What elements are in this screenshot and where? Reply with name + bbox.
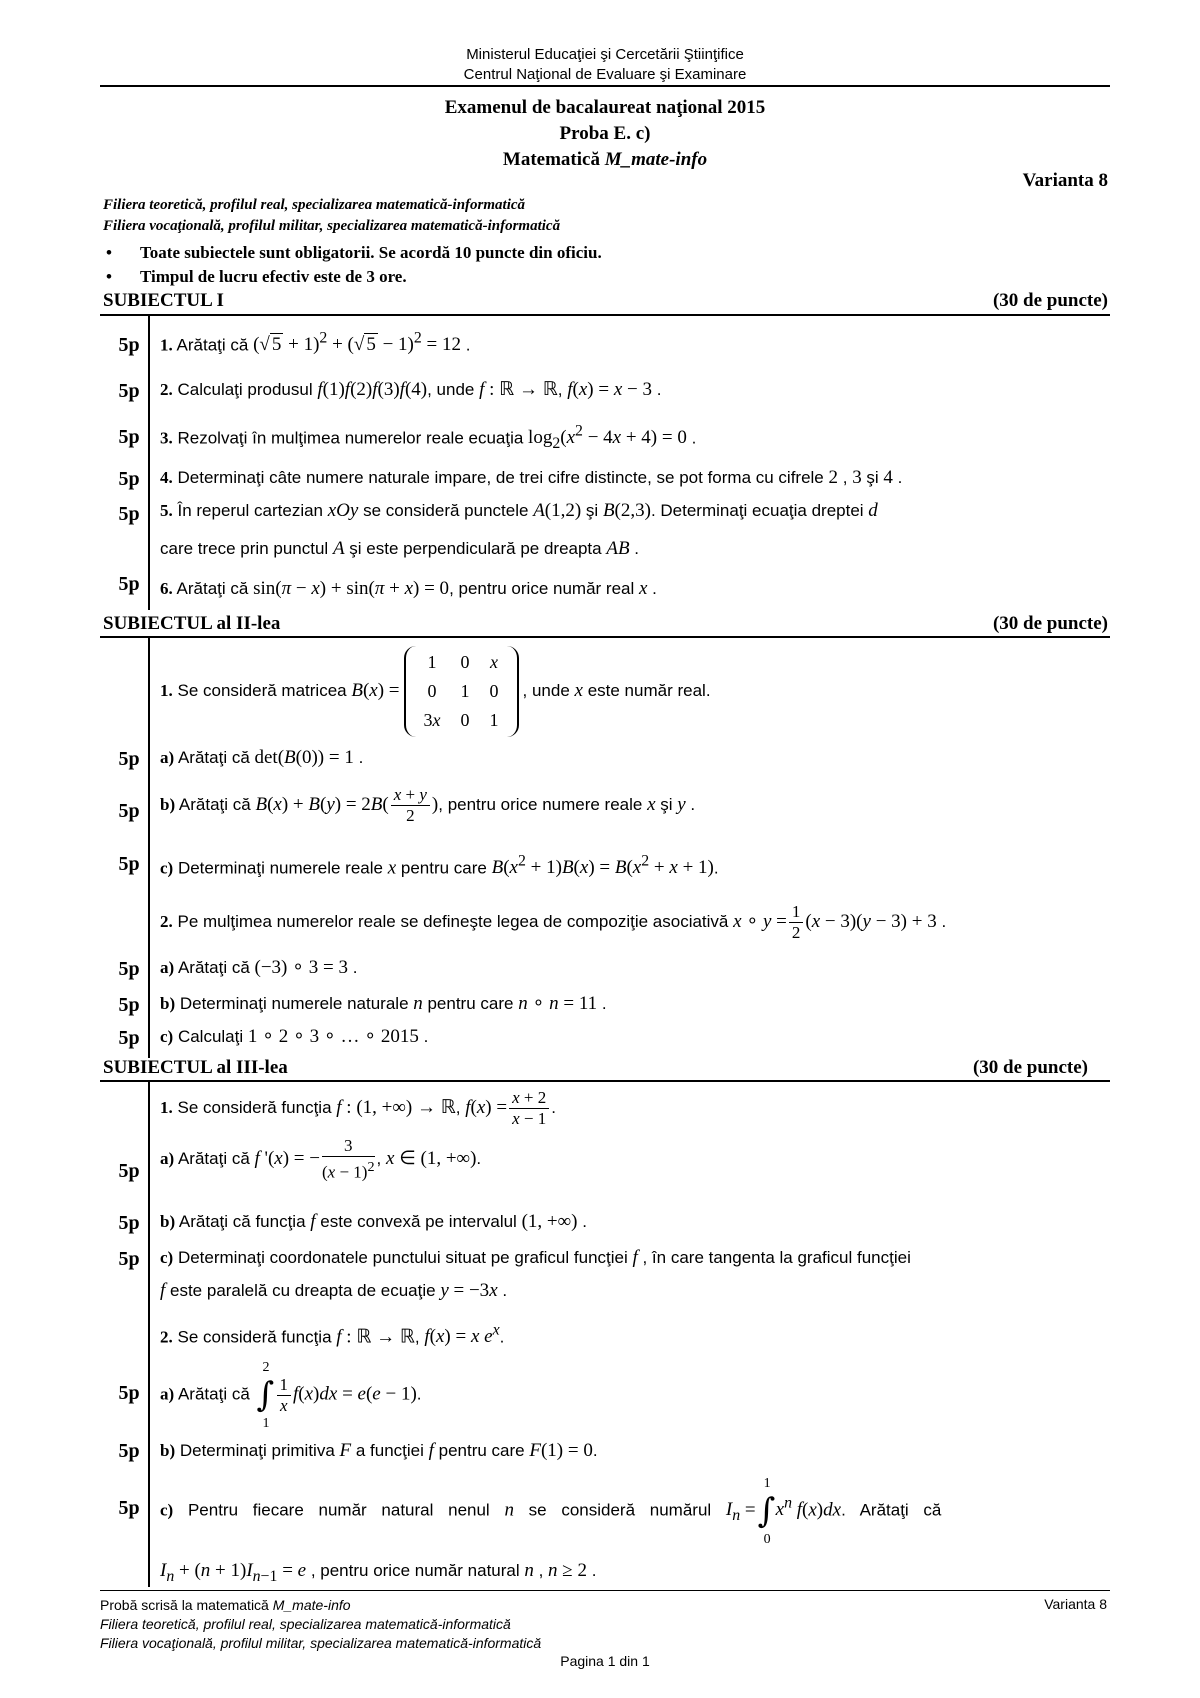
ministry-name: Ministerul Educaţiei şi Cercetării Ştiinţifice xyxy=(466,46,744,63)
header-rule xyxy=(100,85,1110,87)
filiera-vocationala: Filiera vocaţională, profilul militar, specializarea matematică-informatică xyxy=(103,218,561,234)
s3-2a: a) Arătaţi că ∫ 2 1 $\frac{1}{x}$ f(x)dx = e(e − 1). xyxy=(160,1360,422,1431)
section-rule xyxy=(100,636,1110,638)
item-column-border xyxy=(148,1082,150,1587)
points-badge: 5p xyxy=(118,1440,140,1462)
points-badge: 5p xyxy=(118,334,140,356)
section-points-2: (30 de puncte) xyxy=(992,613,1108,634)
s2-2c: c) Calculaţi 1 ∘ 2 ∘ 3 ∘ … ∘ 2015 . xyxy=(160,1026,429,1047)
points-badge: 5p xyxy=(118,1248,140,1270)
points-badge: 5p xyxy=(118,853,140,875)
section-points-1: (30 de puncte) xyxy=(992,290,1108,311)
footer-variant: Varianta 8 xyxy=(1044,1596,1107,1612)
page-number: Pagina 1 din 1 xyxy=(560,1653,650,1669)
points-badge: 5p xyxy=(118,800,140,822)
points-badge: 5p xyxy=(118,1382,140,1404)
s2-problem-1: 1. Se consideră matricea B(x) = 1 0 x 0 1 0 3x 0 1 , unde x este număr real. xyxy=(160,646,711,737)
s3-problem-1: 1. Se consideră funcţia f : (1, +∞) → ℝ, f(x) = $\frac{x + 2}{x - 1}$ . xyxy=(160,1088,556,1128)
s2-2b: b) Determinaţi numerele naturale n pentru care n ∘ n = 11 . xyxy=(160,993,607,1014)
section-title-1: SUBIECTUL I xyxy=(103,290,224,311)
item-column-border xyxy=(148,638,150,1058)
s1-item-2: 2. Calculaţi produsul f(1)f(2)f(3)f(4), unde f : ℝ → ℝ, f(x) = x − 3 . xyxy=(160,379,662,400)
section-rule xyxy=(100,1080,1110,1082)
footer-line-2: Filiera teoretică, profilul real, specializarea matematică-informatică xyxy=(100,1616,511,1632)
points-badge: 5p xyxy=(118,426,140,448)
s1-item-4: 4. Determinaţi câte numere naturale impare, de trei cifre distincte, se pot forma cu cifrele 2 , 3 şi 4 . xyxy=(160,467,903,488)
s1-item-1: 1. Arătaţi că (√ 5 + 1)$^2$ + (√ 5 − 1)$^2$ = 12 . xyxy=(160,330,471,356)
s3-1c: c) Determinaţi coordonatele punctului situat pe graficul funcţiei f , în care tangenta la graficul funcţiei xyxy=(160,1247,911,1268)
filiera-teoretica: Filiera teoretică, profilul real, specializarea matematică-informatică xyxy=(103,197,526,213)
s2-1b: b) Arătaţi că B(x) + B(y) = 2B( $\frac{x + y}{2}$ ), pentru orice numere reale x şi y . xyxy=(160,785,696,825)
s3-2b: b) Determinaţi primitiva F a funcţiei f pentru care F(1) = 0. xyxy=(160,1440,598,1461)
section-rule xyxy=(100,314,1110,316)
s1-item-6: 6. Arătaţi că sin(π − x) + sin(π + x) = 0, pentru orice număr real x . xyxy=(160,578,657,599)
footer-rule xyxy=(100,1590,1110,1591)
points-badge: 5p xyxy=(118,1160,140,1182)
points-badge: 5p xyxy=(118,503,140,525)
item-column-border xyxy=(148,316,150,610)
points-badge: 5p xyxy=(118,380,140,402)
footer-line-1: Probă scrisă la matematică M_mate-info xyxy=(100,1597,351,1613)
rule-item: • Timpul de lucru efectiv este de 3 ore. xyxy=(106,267,407,286)
points-badge: 5p xyxy=(118,1027,140,1049)
points-badge: 5p xyxy=(118,468,140,490)
points-badge: 5p xyxy=(118,958,140,980)
exam-probe: Proba E. c) xyxy=(559,123,651,144)
s3-2c: c) Pentru fiecare număr natural nenul n se consideră numărul $I_n$ = ∫ 1 0 $x^n$ f(x)dx. Arătaţi că xyxy=(160,1476,942,1547)
s2-1a: a) Arătaţi că det(B(0)) = 1 . xyxy=(160,747,364,768)
section-title-2: SUBIECTUL al II-lea xyxy=(103,613,281,634)
s2-2a: a) Arătaţi că (−3) ∘ 3 = 3 . xyxy=(160,957,358,978)
exam-title: Examenul de bacalaureat naţional 2015 xyxy=(444,97,766,118)
footer-line-3: Filiera vocaţională, profilul militar, specializarea matematică-informatică xyxy=(100,1635,542,1651)
s3-1b: b) Arătaţi că funcţia f este convexă pe intervalul (1, +∞) . xyxy=(160,1211,587,1232)
section-points-3: (30 de puncte) xyxy=(972,1057,1088,1078)
points-badge: 5p xyxy=(118,994,140,1016)
points-badge: 5p xyxy=(118,748,140,770)
matrix-b: 1 0 x 0 1 0 3x 0 1 xyxy=(404,646,519,737)
s3-1c-continued: f este paralelă cu dreapta de ecuaţie y = −3x . xyxy=(160,1280,508,1301)
s3-1a: a) Arătaţi că f '(x) = − $\frac{3}{(x - 1)^2}$ , x ∈ (1, +∞). xyxy=(160,1136,482,1182)
s1-item-5: 5. În reperul cartezian xOy se consideră punctele A(1,2) şi B(2,3). Determinaţi ecuaţia dreptei d xyxy=(160,500,878,521)
s3-2c-continued: $I_n + (n + 1)I_{n-1} = e$ , pentru orice număr natural n , n ≥ 2 . xyxy=(160,1560,597,1585)
points-badge: 5p xyxy=(118,573,140,595)
s2-problem-2: 2. Pe mulţimea numerelor reale se defineşte legea de compoziţie asociativă x ∘ y = $\frac{1}{2}$ (x − 3)(y − 3) + 3 . xyxy=(160,902,947,942)
section-title-3: SUBIECTUL al III-lea xyxy=(103,1057,288,1078)
s1-item-5-continued: care trece prin punctul A şi este perpendiculară pe dreapta AB . xyxy=(160,538,640,559)
rule-item: • Toate subiectele sunt obligatorii. Se acordă 10 puncte din oficiu. xyxy=(106,243,602,262)
s2-1c: c) Determinaţi numerele reale x pentru care $B(x^2 + 1)B(x) = B(x^2 + x + 1)$. xyxy=(160,853,719,879)
exam-subject: Matematică M_mate-info xyxy=(502,149,708,170)
points-badge: 5p xyxy=(118,1212,140,1234)
s3-problem-2: 2. Se consideră funcţia f : ℝ → ℝ, f(x) = x $e^x$. xyxy=(160,1322,505,1348)
points-badge: 5p xyxy=(118,1497,140,1519)
evaluation-center: Centrul Naţional de Evaluare şi Examinare xyxy=(463,66,747,83)
s1-item-3: 3. Rezolvaţi în mulţimea numerelor reale ecuaţia $\log_2(x^2 - 4x + 4) = 0$ . xyxy=(160,423,697,453)
variant-label: Varianta 8 xyxy=(1022,170,1108,191)
